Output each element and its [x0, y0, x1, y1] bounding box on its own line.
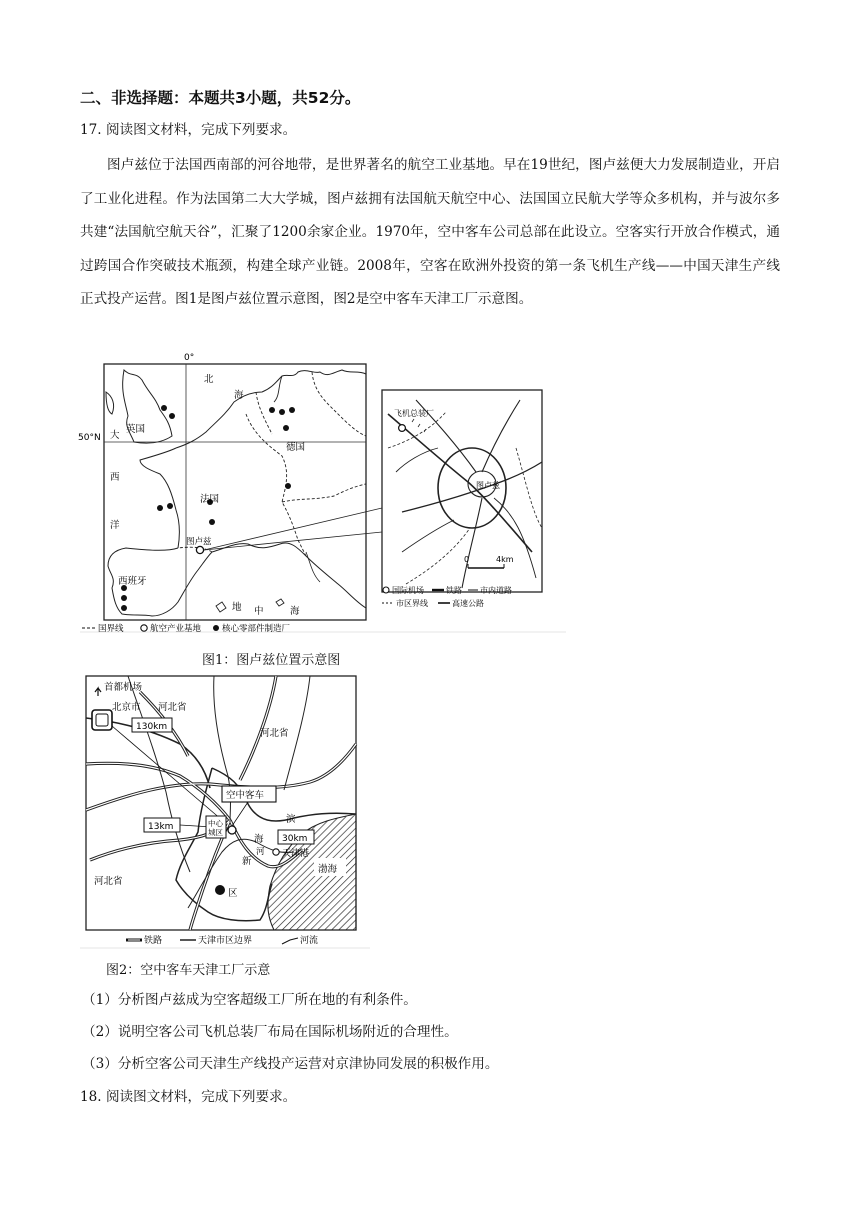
fig1-toulouse: 图卢兹	[186, 537, 212, 547]
fig2-binhai-3: 新	[242, 856, 252, 867]
figure1-caption: 图1：图卢兹位置示意图	[202, 653, 341, 668]
fig1-legend-parts: 核心零部件制造厂	[222, 624, 291, 634]
fig1-legend-base: 航空产业基地	[150, 624, 202, 634]
fig1-north-sea-2: 海	[234, 390, 244, 401]
fig1-spain: 西班牙	[118, 576, 147, 587]
q17-stem: 17. 阅读图文材料，完成下列要求。	[80, 122, 297, 138]
section-heading: 二、非选择题：本题共3小题，共52分。	[80, 89, 361, 107]
inset-scale-4: 4km	[496, 555, 514, 564]
fig2-capital-airport: 首都机场	[104, 682, 143, 693]
fig1-med-1: 地	[232, 602, 242, 613]
inset-scale-0: 0	[464, 555, 470, 564]
figure2-map	[80, 672, 372, 950]
fig2-hebei-1: 河北省	[158, 702, 187, 713]
fig2-binhai-4: 区	[228, 888, 238, 899]
fig1-uk: 英国	[126, 424, 146, 435]
fig1-france: 法国	[200, 494, 220, 505]
fig2-bohai: 渤海	[318, 864, 338, 875]
fig2-hebei-3: 河北省	[94, 876, 123, 887]
fig2-dist-30: 30km	[282, 834, 308, 844]
fig2-binhai-2: 海	[254, 834, 264, 845]
q17-question-1: （1）分析图卢兹成为空客超级工厂所在地的有利条件。	[82, 992, 417, 1008]
fig1-legend-border: 国界线	[98, 624, 124, 634]
inset-legend-rail: 铁路	[446, 586, 462, 595]
fig1-med-2: 中	[254, 606, 264, 617]
parallel-label: 50°N	[78, 433, 101, 443]
q17-question-2: （2）说明空客公司飞机总装厂布局在国际机场附近的合理性。	[82, 1024, 458, 1040]
fig2-binhai-1: 滨	[286, 814, 296, 825]
figure2-caption: 图2：空中客车天津工厂示意	[106, 963, 271, 978]
fig1-atlantic-3: 洋	[110, 520, 120, 531]
fig2-beijing: 北京市	[112, 702, 141, 713]
fig1-germany: 德国	[286, 442, 306, 453]
fig1-atlantic-1: 大	[110, 430, 120, 441]
fig2-legend-rail: 铁路	[144, 936, 163, 946]
fig2-dist-13: 13km	[148, 822, 174, 832]
fig2-river-label: 河	[256, 847, 265, 857]
figure1-map	[76, 352, 566, 642]
q17-question-3: （3）分析空客公司天津生产线投产运营对京津协同发展的积极作用。	[82, 1056, 499, 1072]
fig2-hebei-2: 河北省	[260, 728, 289, 739]
fig1-north-sea-1: 北	[204, 374, 214, 385]
inset-legend-boundary: 市区界线	[396, 599, 428, 608]
fig2-legend-boundary: 天津市区边界	[198, 936, 253, 946]
inset-legend-highway: 高速公路	[452, 599, 484, 608]
inset-legend-airport: 国际机场	[392, 586, 424, 595]
fig2-center-1: 中心	[208, 819, 223, 828]
fig2-airbus: 空中客车	[226, 790, 265, 801]
fig1-med-3: 海	[290, 606, 300, 617]
meridian-label: 0°	[184, 353, 195, 363]
inset-airport-label: 飞机总装厂	[394, 409, 434, 418]
q18-stem: 18. 阅读图文材料，完成下列要求。	[80, 1089, 297, 1105]
inset-legend-road: 市内道路	[480, 586, 512, 595]
fig2-center-2: 城区	[208, 828, 223, 837]
fig1-atlantic-2: 西	[110, 472, 120, 483]
q17-passage: 图卢兹位于法国西南部的河谷地带，是世界著名的航空工业基地。早在19世纪，图卢兹便大力发展制造业，开启了工业化进程。作为法国第二大大学城，图卢兹拥有法国航天航空中心、法国国立民航大学等众多机构，并与波尔多共建“法国航空航天谷”，汇聚了1200余家企业。1970年，空中客车公司总部在此设立。空客实行开放合作模式，通过跨国合作突破技术瓶颈，构建全球产业链。2008年，空客在欧洲外投资的第一条飞机生产线——中国天津生产线正式投产运营。图1是图卢兹位置示意图，图2是空中客车天津工厂示意图。	[80, 157, 780, 307]
inset-city-label: 图卢兹	[476, 481, 500, 490]
fig2-dist-130: 130km	[136, 722, 168, 732]
fig2-legend-river: 河流	[300, 936, 319, 946]
fig2-tianjin-port: 天津港	[282, 849, 310, 859]
